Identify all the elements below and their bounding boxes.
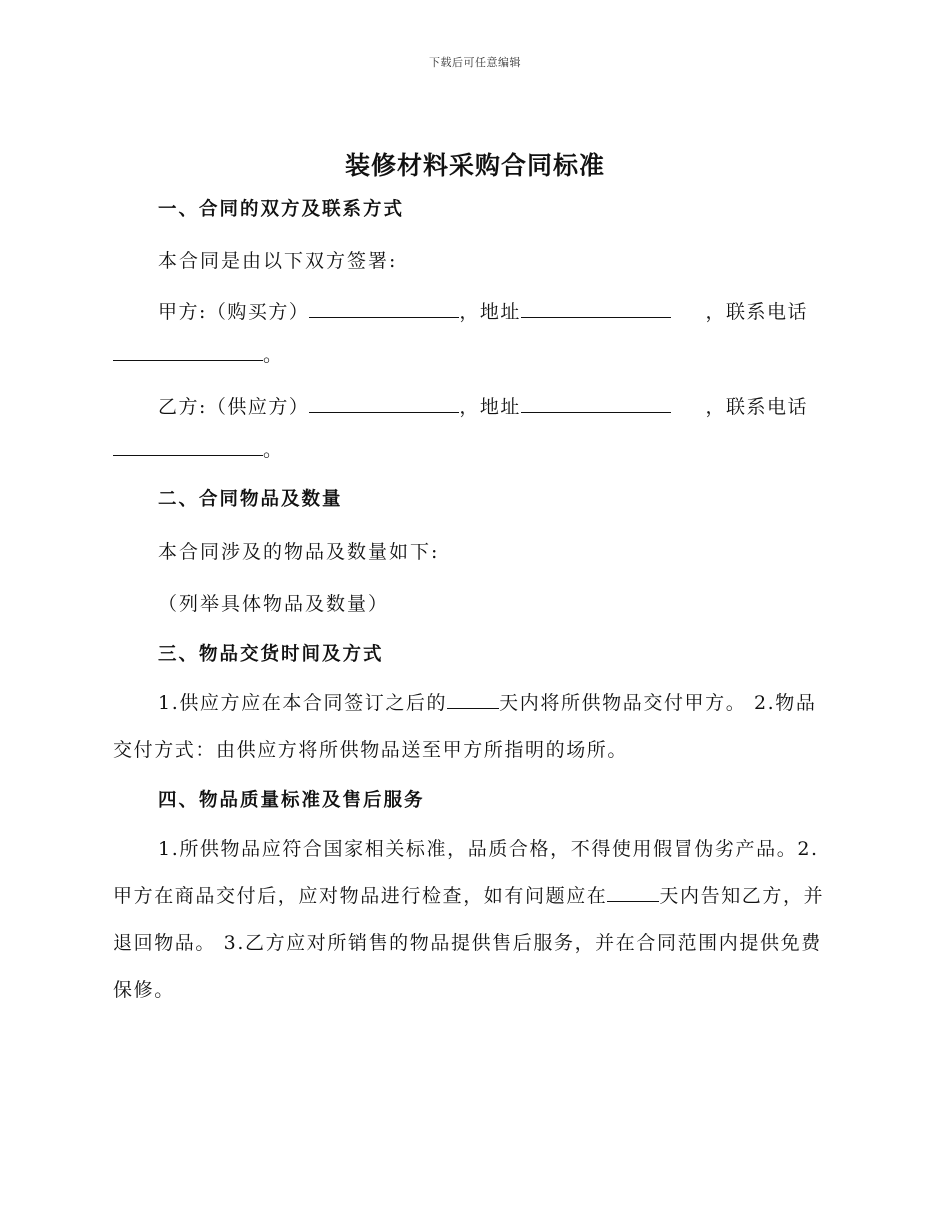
party-b-phone-label: ，联系电话 [705, 396, 808, 418]
document-title: 装修材料采购合同标准 [344, 151, 605, 180]
party-b-phone-blank[interactable] [113, 435, 263, 456]
section-heading: 二、合同物品及数量 [158, 489, 343, 510]
paragraph: 本合同是由以下双方签署: [158, 250, 398, 272]
party-b-phone-line [113, 435, 833, 462]
section-heading: 四、物品质量标准及售后服务 [158, 790, 425, 811]
days-blank[interactable] [447, 690, 499, 709]
party-a-phone-label: ，联系电话 [705, 301, 808, 323]
section-2-intro [113, 537, 833, 564]
section-4-heading [113, 786, 833, 812]
party-b-name-blank[interactable] [309, 392, 459, 413]
text-run: 1.供应方应在本合同签订之后的 [158, 692, 448, 714]
party-b-address-blank[interactable] [521, 392, 671, 413]
paragraph [113, 680, 833, 774]
section-2-heading [113, 485, 833, 511]
party-a-phone-blank[interactable] [113, 340, 263, 361]
section-2-placeholder [113, 589, 833, 616]
section-3-body [113, 680, 833, 774]
party-a-label: 甲方:（购买方） [158, 301, 310, 323]
text-run: 天内将所供物品交付甲方。 2.物品交付方式：由供应方将所供物品送至甲方所指明的场所。 [113, 692, 817, 761]
days-blank[interactable] [607, 883, 659, 902]
party-a-address-label: ，地址 [459, 301, 521, 323]
section-4-body [113, 826, 833, 1014]
section-heading: 三、物品交货时间及方式 [158, 644, 384, 665]
party-a-line [113, 297, 833, 324]
page-header-note: 下载后可任意编辑 [429, 56, 521, 69]
party-a-name-blank[interactable] [309, 297, 459, 318]
paragraph: （列举具体物品及数量） [158, 593, 390, 615]
party-a-address-blank[interactable] [521, 297, 671, 318]
section-1-intro [113, 246, 833, 273]
section-1-heading [113, 195, 833, 221]
party-b-address-label: ，地址 [459, 396, 521, 418]
party-b-line [113, 392, 833, 419]
party-b-end-mark: 。 [263, 439, 283, 461]
party-b-label: 乙方:（供应方） [158, 396, 310, 418]
paragraph: 本合同涉及的物品及数量如下: [158, 541, 440, 563]
section-heading: 一、合同的双方及联系方式 [158, 199, 405, 220]
text-run: 1.所供物品应符合国家相关标准，品质合格，不得使用假冒伪劣产品。2.甲方在商品交付后，应对物品进行检查，如有问题应在 [113, 838, 819, 907]
section-3-heading [113, 640, 833, 666]
paragraph [113, 826, 833, 1014]
text-run: 天内告知乙方，并退回物品。 3.乙方应对所销售的物品提供售后服务，并在合同范围内提供免费保修。 [113, 885, 825, 1001]
party-a-end-mark: 。 [263, 344, 283, 366]
party-a-phone-line [113, 340, 833, 367]
